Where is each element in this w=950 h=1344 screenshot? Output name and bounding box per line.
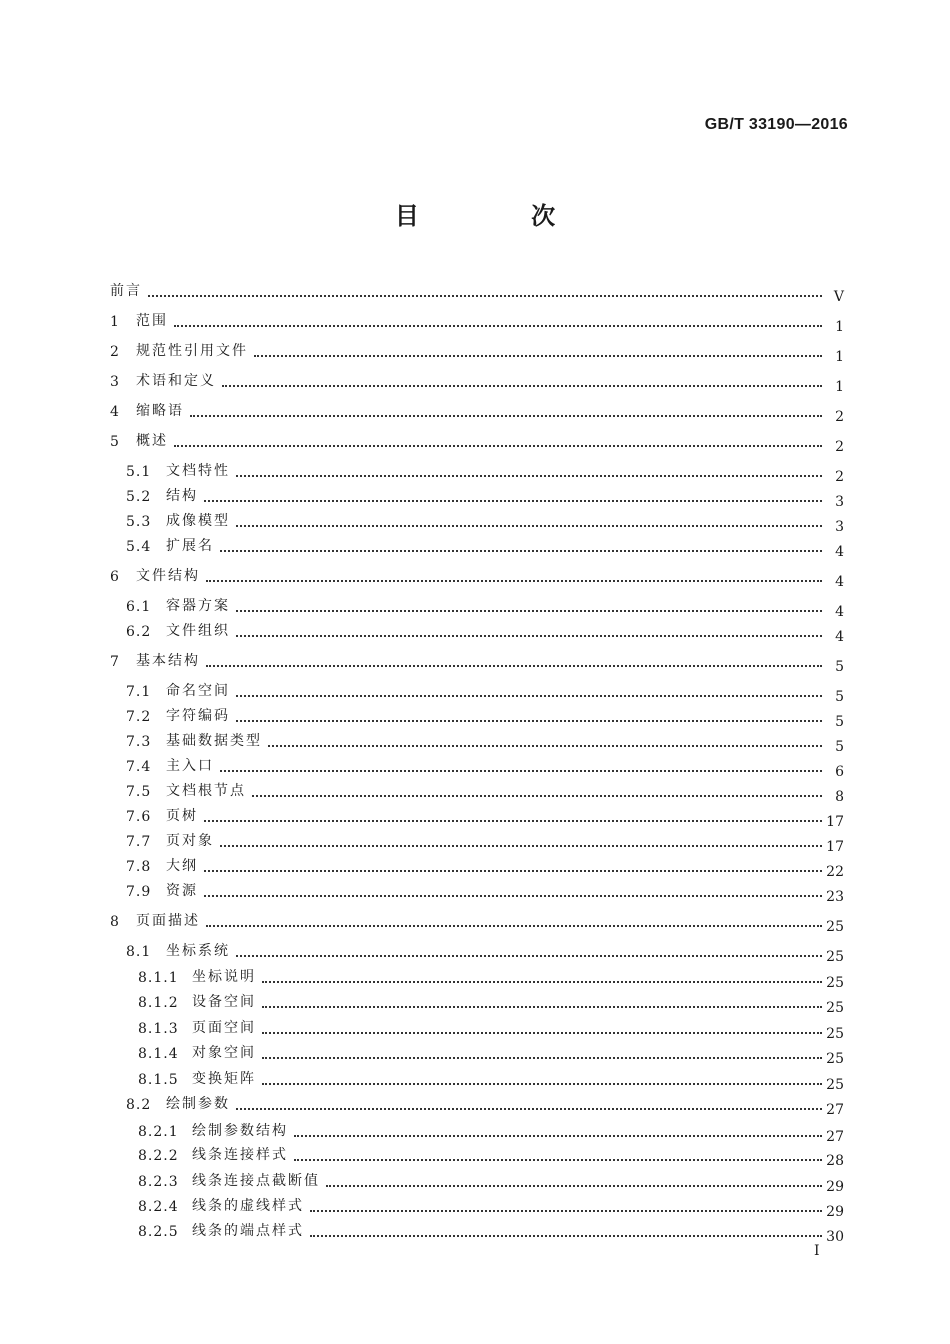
toc-entry-number: 5.4 — [126, 539, 152, 555]
toc-entry[interactable] — [110, 776, 844, 805]
toc-entry[interactable] — [110, 1064, 844, 1093]
toc-entry-label: 资源 — [166, 883, 198, 899]
toc-entry-page: 5 — [835, 689, 844, 705]
toc-entry-label: 规范性引用文件 — [136, 343, 248, 359]
toc-entry-number: 8.2.4 — [138, 1199, 179, 1215]
dot-leader — [252, 783, 822, 797]
toc-entry-page: 1 — [835, 349, 844, 365]
dot-leader — [310, 1223, 822, 1237]
toc-entry-number: 8.2.2 — [138, 1148, 179, 1164]
dot-leader — [236, 708, 822, 722]
toc-entry[interactable] — [110, 506, 844, 535]
toc-entry-page: 2 — [835, 439, 844, 455]
toc-entry-page: 23 — [826, 889, 844, 905]
dot-leader — [268, 733, 822, 747]
dot-leader — [236, 943, 822, 957]
toc-entry-label: 大纲 — [166, 858, 198, 874]
toc-entry-label: 线条的虚线样式 — [192, 1198, 304, 1214]
dot-leader — [174, 313, 822, 327]
toc-entry-label: 绘制参数 — [166, 1096, 230, 1112]
toc-entry-page: 17 — [826, 839, 844, 855]
toc-entry[interactable] — [110, 676, 844, 705]
dot-leader — [236, 1096, 822, 1110]
dot-leader — [206, 913, 822, 927]
toc-entry[interactable] — [110, 426, 844, 455]
dot-leader — [236, 598, 822, 612]
dot-leader — [206, 568, 822, 582]
toc-entry[interactable] — [110, 1013, 844, 1042]
toc-entry-page: 25 — [826, 1000, 844, 1016]
dot-leader — [204, 488, 822, 502]
toc-entry[interactable] — [110, 1116, 844, 1145]
dot-leader — [294, 1147, 822, 1161]
toc-entry-label: 页面描述 — [136, 913, 200, 929]
toc-entry-page: 29 — [826, 1179, 844, 1195]
toc-entry[interactable] — [110, 726, 844, 755]
dot-leader — [236, 513, 822, 527]
toc-entry-label: 结构 — [166, 488, 198, 504]
toc-entry-number: 7.2 — [126, 709, 152, 725]
toc-entry-number: 8.1.3 — [138, 1021, 179, 1037]
toc-entry[interactable] — [110, 366, 844, 395]
toc-entry-number: 8.2.1 — [138, 1124, 179, 1140]
toc-entry[interactable] — [110, 591, 844, 620]
toc-entry-label: 基础数据类型 — [166, 733, 262, 749]
toc-entry-page: 2 — [835, 469, 844, 485]
toc-entry-label: 文档特性 — [166, 463, 230, 479]
toc-entry-page: 2 — [835, 409, 844, 425]
toc-entry-page: 27 — [826, 1102, 844, 1118]
toc-entry-page: 27 — [826, 1129, 844, 1145]
toc-entry-number: 8.2.5 — [138, 1224, 179, 1240]
toc-entry-label: 线条连接点截断值 — [192, 1173, 320, 1189]
toc-entry-page: 1 — [835, 379, 844, 395]
dot-leader — [326, 1173, 822, 1187]
toc-entry[interactable] — [110, 456, 844, 485]
toc-entry-number: 7.7 — [126, 834, 152, 850]
toc-entry-label: 基本结构 — [136, 653, 200, 669]
toc-entry[interactable] — [110, 962, 844, 991]
toc-entry-page: 17 — [826, 814, 844, 830]
toc-entry-page: 29 — [826, 1204, 844, 1220]
dot-leader — [254, 343, 822, 357]
dot-leader — [190, 403, 822, 417]
toc-entry-page: 25 — [826, 1026, 844, 1042]
toc-entry-label: 主入口 — [166, 758, 214, 774]
toc-entry-label: 命名空间 — [166, 683, 230, 699]
toc-entry-label: 变换矩阵 — [192, 1071, 256, 1087]
toc-entry[interactable] — [110, 851, 844, 880]
toc-entry-number: 8.1.4 — [138, 1046, 179, 1062]
dot-leader — [206, 653, 822, 667]
toc-entry-number: 6.1 — [126, 599, 152, 615]
toc-entry-label: 页树 — [166, 808, 198, 824]
toc-entry-number: 6.2 — [126, 624, 152, 640]
toc-entry[interactable] — [110, 306, 844, 335]
page-number: I — [814, 1243, 820, 1259]
dot-leader — [294, 1123, 822, 1137]
toc-entry[interactable] — [110, 481, 844, 510]
toc-entry-page: 25 — [826, 919, 844, 935]
dot-leader — [262, 994, 822, 1008]
toc-entry-label: 坐标系统 — [166, 943, 230, 959]
toc-entry-page: 5 — [835, 739, 844, 755]
toc-entry-number: 5.2 — [126, 489, 152, 505]
toc-entry-number: 7.6 — [126, 809, 152, 825]
toc-entry-page: 4 — [835, 544, 844, 560]
toc-entry-number: 7 — [110, 654, 120, 670]
toc-entry-number: 5.1 — [126, 464, 152, 480]
dot-leader — [204, 858, 822, 872]
toc-entry[interactable] — [110, 801, 844, 830]
toc-entry-page: 4 — [835, 629, 844, 645]
toc-entry[interactable] — [110, 531, 844, 560]
toc-entry[interactable] — [110, 936, 844, 965]
toc-entry-label: 文件结构 — [136, 568, 200, 584]
dot-leader — [310, 1198, 822, 1212]
toc-entry[interactable] — [110, 646, 844, 675]
toc-entry-page: 5 — [835, 714, 844, 730]
dot-leader — [204, 808, 822, 822]
dot-leader — [236, 683, 822, 697]
toc-entry-label: 术语和定义 — [136, 373, 216, 389]
toc-entry-label: 文件组织 — [166, 623, 230, 639]
toc-entry-page: 4 — [835, 574, 844, 590]
toc-entry-number: 8.1.1 — [138, 970, 179, 986]
toc-entry-number: 8.1.2 — [138, 995, 179, 1011]
toc-entry-page: 3 — [835, 494, 844, 510]
toc-entry-number: 5.3 — [126, 514, 152, 530]
toc-entry[interactable] — [110, 561, 844, 590]
dot-leader — [262, 1045, 822, 1059]
toc-entry[interactable] — [110, 276, 844, 305]
toc-entry-label: 字符编码 — [166, 708, 230, 724]
toc-entry[interactable] — [110, 751, 844, 780]
toc-entry-label: 页面空间 — [192, 1020, 256, 1036]
toc-entry[interactable] — [110, 1140, 844, 1169]
toc-entry[interactable] — [110, 826, 844, 855]
toc-entry-label: 设备空间 — [192, 994, 256, 1010]
toc-entry[interactable] — [110, 396, 844, 425]
dot-leader — [262, 1071, 822, 1085]
toc-entry-label: 容器方案 — [166, 598, 230, 614]
dot-leader — [222, 373, 822, 387]
toc-entry[interactable] — [110, 1191, 844, 1220]
toc-entry-number: 8.2 — [126, 1097, 152, 1113]
toc-entry-page: V — [833, 289, 844, 305]
toc-entry-label: 扩展名 — [166, 538, 214, 554]
toc-entry[interactable] — [110, 336, 844, 365]
toc-entry[interactable] — [110, 701, 844, 730]
toc-entry-label: 对象空间 — [192, 1045, 256, 1061]
toc-entry-label: 文档根节点 — [166, 783, 246, 799]
toc-entry-label: 成像模型 — [166, 513, 230, 529]
dot-leader — [204, 883, 822, 897]
toc-entry-label: 页对象 — [166, 833, 214, 849]
toc-entry-label: 线条连接样式 — [192, 1147, 288, 1163]
toc-entry-label: 范围 — [136, 313, 168, 329]
standard-code: GB/T 33190—2016 — [704, 116, 848, 133]
toc-entry-page: 30 — [826, 1229, 844, 1245]
toc-entry[interactable] — [110, 876, 844, 905]
toc-entry[interactable] — [110, 1089, 844, 1118]
dot-leader — [220, 833, 822, 847]
toc-entry-page: 25 — [826, 949, 844, 965]
dot-leader — [220, 538, 822, 552]
toc-entry-number: 8.1.5 — [138, 1072, 179, 1088]
dot-leader — [148, 283, 822, 297]
toc-entry-number: 7.8 — [126, 859, 152, 875]
dot-leader — [220, 758, 822, 772]
toc-entry-number: 7.1 — [126, 684, 152, 700]
toc-entry[interactable] — [110, 906, 844, 935]
toc-entry-page: 25 — [826, 975, 844, 991]
toc-entry-label: 线条的端点样式 — [192, 1223, 304, 1239]
toc-entry-number: 7.5 — [126, 784, 152, 800]
toc-entry-number: 4 — [110, 404, 120, 420]
toc-entry-page: 4 — [835, 604, 844, 620]
toc-entry-page: 22 — [826, 864, 844, 880]
toc-entry-number: 6 — [110, 569, 120, 585]
toc-entry-number: 7.9 — [126, 884, 152, 900]
dot-leader — [174, 433, 822, 447]
dot-leader — [262, 969, 822, 983]
toc-entry-number: 7.3 — [126, 734, 152, 750]
toc-entry[interactable] — [110, 987, 844, 1016]
toc-entry[interactable] — [110, 1216, 844, 1245]
toc-entry[interactable] — [110, 1038, 844, 1067]
toc-entry-label: 缩略语 — [136, 403, 184, 419]
toc-entry-page: 25 — [826, 1077, 844, 1093]
toc-entry-label: 概述 — [136, 433, 168, 449]
toc-entry-page: 25 — [826, 1051, 844, 1067]
toc-entry-label: 坐标说明 — [192, 969, 256, 985]
toc-entry-page: 3 — [835, 519, 844, 535]
toc-entry-label: 绘制参数结构 — [192, 1123, 288, 1139]
toc-entry[interactable] — [110, 616, 844, 645]
toc-title: 目 次 — [394, 201, 608, 230]
toc-entry-number: 3 — [110, 374, 120, 390]
toc-entry-label: 前言 — [110, 283, 142, 299]
toc-entry-number: 5 — [110, 434, 120, 450]
toc-entry-page: 8 — [835, 789, 844, 805]
toc-entry-number: 8 — [110, 914, 120, 930]
toc-entry-number: 7.4 — [126, 759, 152, 775]
dot-leader — [262, 1020, 822, 1034]
dot-leader — [236, 623, 822, 637]
toc-entry-page: 5 — [835, 659, 844, 675]
toc-entry-number: 8.2.3 — [138, 1174, 179, 1190]
toc-entry-number: 2 — [110, 344, 120, 360]
toc-entry[interactable] — [110, 1166, 844, 1195]
toc-entry-page: 28 — [826, 1153, 844, 1169]
toc-entry-page: 1 — [835, 319, 844, 335]
toc-entry-page: 6 — [835, 764, 844, 780]
dot-leader — [236, 463, 822, 477]
toc-entry-number: 1 — [110, 314, 120, 330]
toc-entry-number: 8.1 — [126, 944, 152, 960]
